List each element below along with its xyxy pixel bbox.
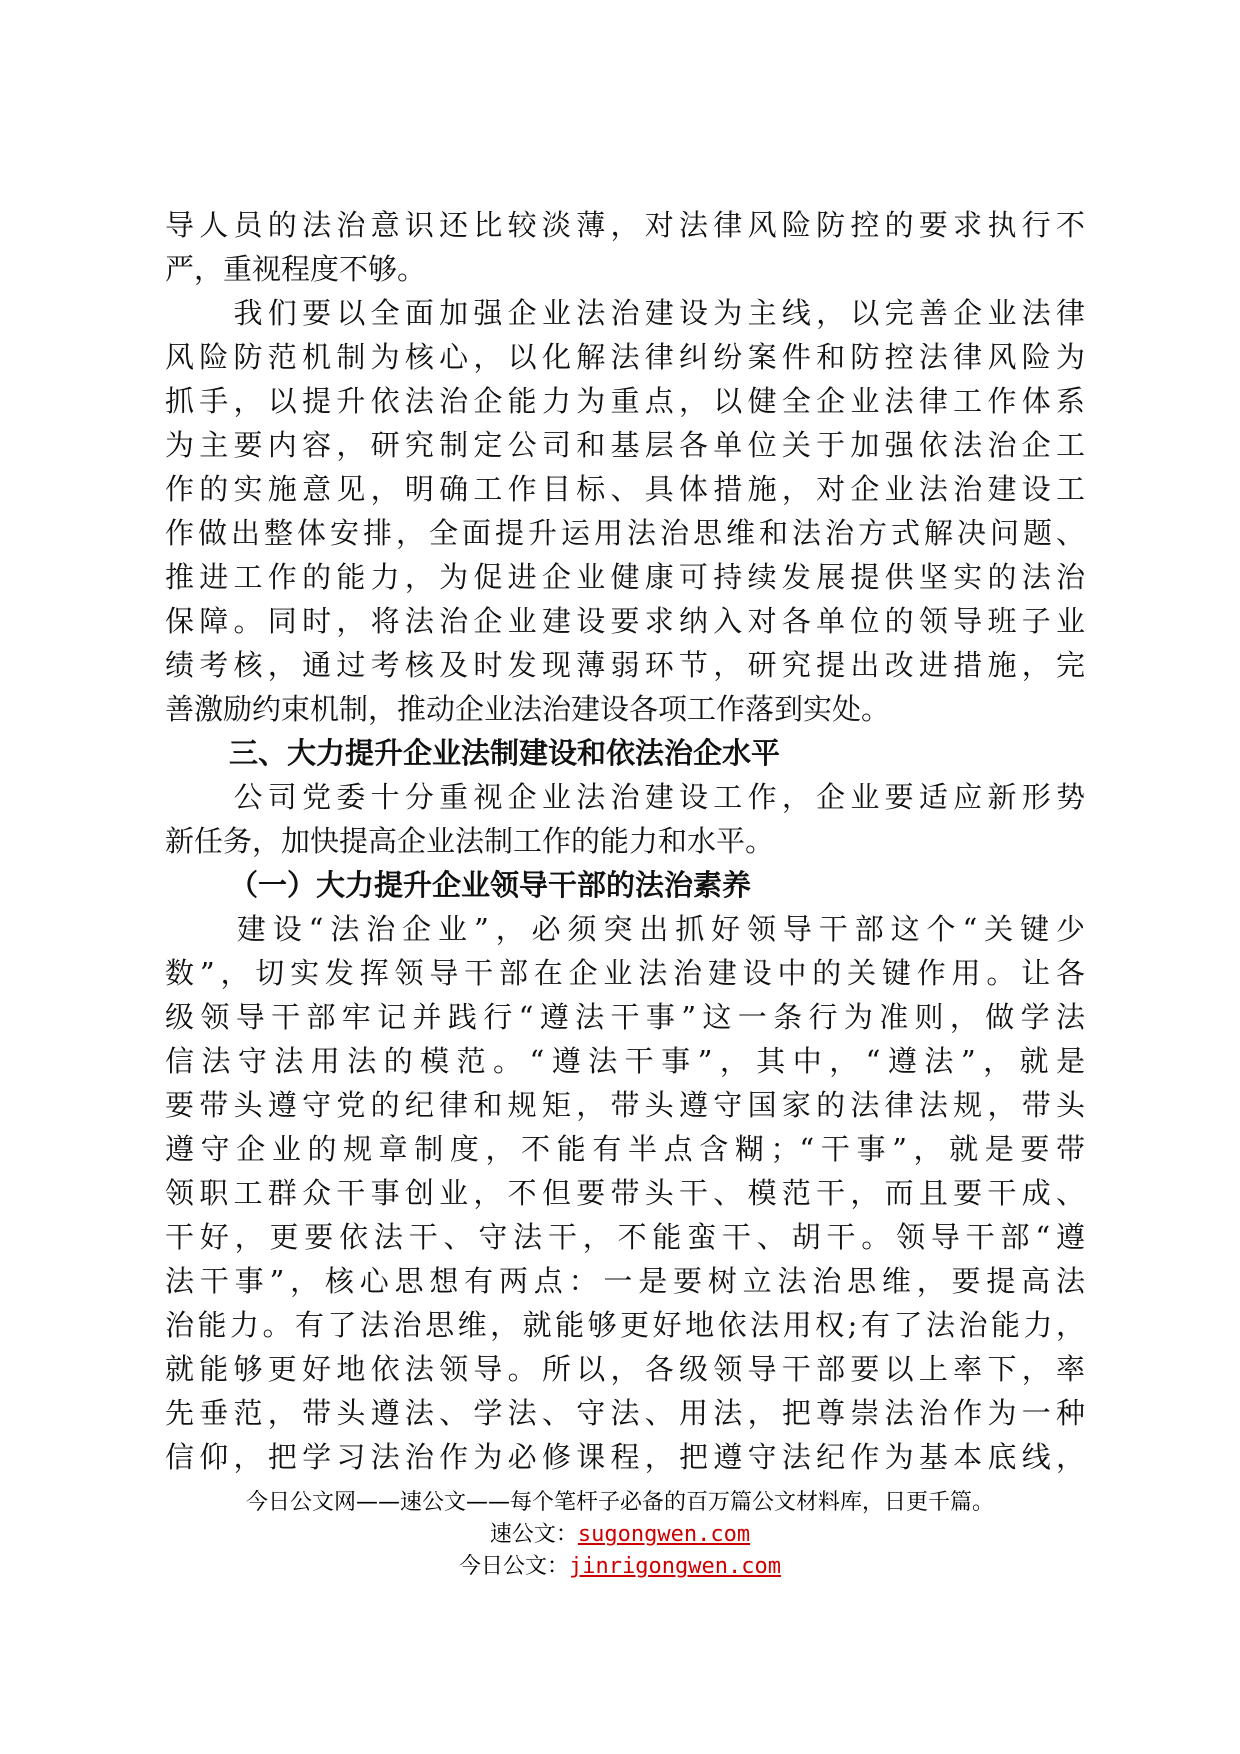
body-line: 抓手，以提升依法治企能力为重点，以健全企业法律工作体系: [165, 384, 1085, 418]
body-line: 治能力。有了法治思维，就能够更好地依法用权;有了法治能力，: [165, 1308, 1085, 1342]
body-line: 风险防范机制为核心，以化解法律纠纷案件和防控法律风险为: [165, 340, 1085, 374]
footer-site1-label: 速公文：: [489, 1522, 578, 1547]
subsection-heading: （一）大力提升企业领导干部的法治素养: [229, 868, 752, 902]
footer-site2: [0, 1552, 1240, 1582]
body-line: 推进工作的能力，为促进企业健康可持续发展提供坚实的法治: [165, 560, 1085, 594]
body-line: 新任务，加快提高企业法制工作的能力和水平。: [165, 824, 775, 858]
body-line: 信仰，把学习法治作为必修课程，把遵守法纪作为基本底线，: [165, 1440, 1085, 1474]
body-line: 绩考核，通过考核及时发现薄弱环节，研究提出改进措施，完: [165, 648, 1085, 682]
body-line: 作做出整体安排，全面提升运用法治思维和法治方式解决问题、: [165, 516, 1085, 550]
body-line: 严，重视程度不够。: [165, 252, 427, 286]
paragraph-line: 公司党委十分重视企业法治建设工作，企业要适应新形势: [165, 780, 1085, 814]
body-line: 要带头遵守党的纪律和规矩，带头遵守国家的法律法规，带头: [165, 1088, 1085, 1122]
body-line: 为主要内容，研究制定公司和基层各单位关于加强依法治企工: [165, 428, 1085, 462]
section-heading: 三、大力提升企业法制建设和依法治企水平: [229, 736, 781, 770]
body-line: 保障。同时，将法治企业建设要求纳入对各单位的领导班子业: [165, 604, 1085, 638]
body-line: 信法守法用法的模范。“遵法干事”，其中，“遵法”，就是: [165, 1044, 1085, 1078]
body-line: 导人员的法治意识还比较淡薄，对法律风险防控的要求执行不: [165, 208, 1085, 242]
body-line: 遵守企业的规章制度，不能有半点含糊；“干事”，就是要带: [165, 1132, 1085, 1166]
body-line: 法干事”，核心思想有两点：一是要树立法治思维，要提高法: [165, 1264, 1085, 1298]
body-line: 先垂范，带头遵法、学法、守法、用法，把尊崇法治作为一种: [165, 1396, 1085, 1430]
footer-site1: [0, 1520, 1240, 1550]
body-line: 作的实施意见，明确工作目标、具体措施，对企业法治建设工: [165, 472, 1085, 506]
body-line: 领职工群众干事创业，不但要带头干、模范干，而且要干成、: [165, 1176, 1085, 1210]
footer-slogan: 今日公文网——速公文——每个笔杆子必备的百万篇公文材料库，日更千篇。: [245, 1490, 994, 1515]
footer-site2-label: 今日公文：: [459, 1554, 570, 1579]
body-line: 善激励约束机制，推动企业法治建设各项工作落到实处。: [165, 692, 891, 726]
paragraph-line: 建设“法治企业”，必须突出抓好领导干部这个“关键少: [165, 912, 1085, 946]
body-line: 数”，切实发挥领导干部在企业法治建设中的关键作用。让各: [165, 956, 1085, 990]
body-line: 级领导干部牢记并践行“遵法干事”这一条行为准则，做学法: [165, 1000, 1085, 1034]
body-line: 就能够更好地依法领导。所以，各级领导干部要以上率下，率: [165, 1352, 1085, 1386]
jinrigongwen-link[interactable]: jinrigongwen.com: [569, 1554, 781, 1579]
paragraph-line: 我们要以全面加强企业法治建设为主线，以完善企业法律: [165, 296, 1085, 330]
sugongwen-link[interactable]: sugongwen.com: [577, 1522, 751, 1547]
body-line: 干好，更要依法干、守法干，不能蛮干、胡干。领导干部“遵: [165, 1220, 1085, 1254]
